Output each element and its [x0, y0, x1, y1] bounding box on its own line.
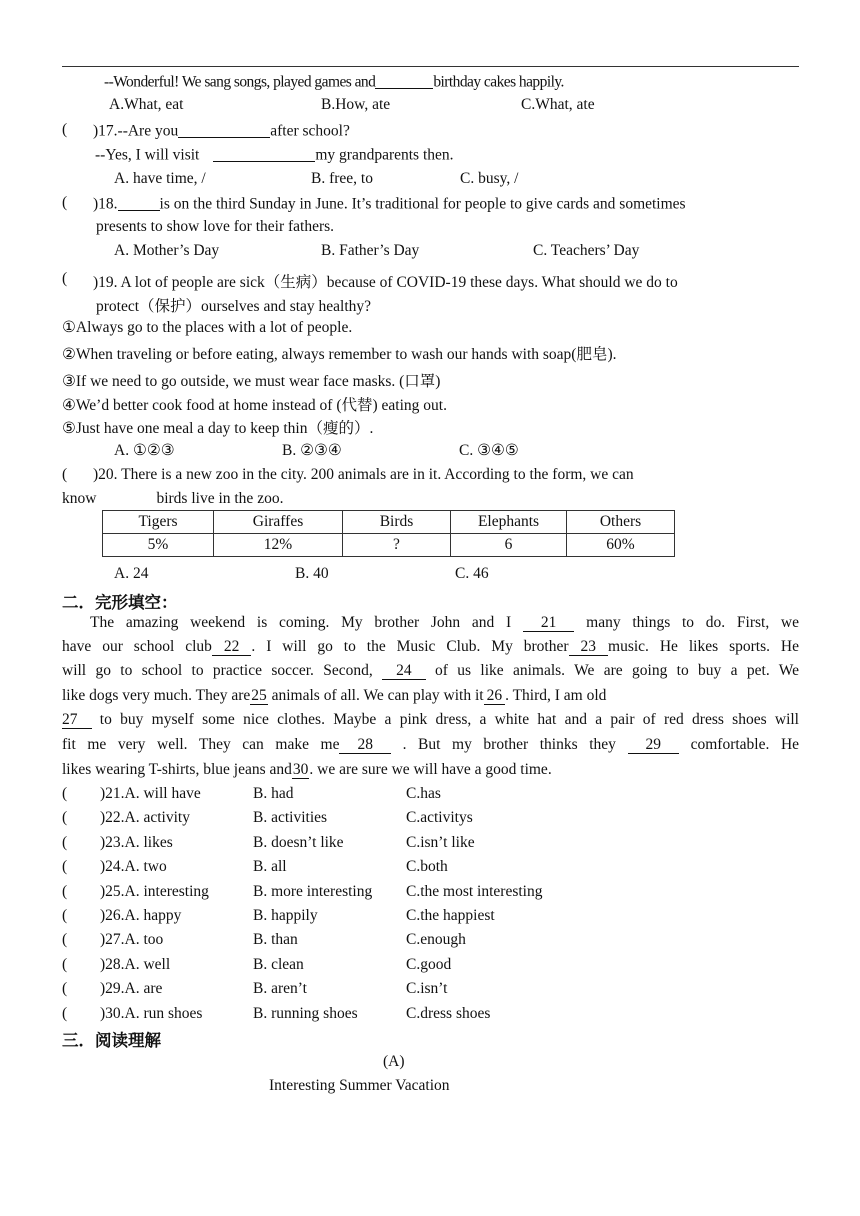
q17-stem: )17.--Are you after school?	[93, 122, 350, 140]
answer-paren[interactable]: (	[62, 858, 68, 875]
passage-title: Interesting Summer Vacation	[269, 1077, 450, 1094]
option-b: B. than	[253, 931, 298, 948]
blank-23[interactable]: 23	[569, 638, 609, 656]
option-c: C.the happiest	[406, 907, 495, 924]
table-header-cell: Others	[567, 511, 675, 534]
cloze-line-5: 27 to buy myself some nice clothes. Maybe a pink dress, a white hat and a pair of red dress shoes will	[62, 711, 799, 728]
q17-option-b: B. free, to	[311, 170, 373, 187]
blank-22[interactable]: 22	[212, 638, 252, 656]
answer-paren[interactable]: (	[62, 834, 68, 851]
option-c: C.both	[406, 858, 448, 875]
answer-blank[interactable]	[118, 194, 160, 211]
table-cell: 60%	[567, 534, 675, 557]
q16-option-a: A.What, eat	[109, 96, 184, 113]
table-header-cell: Elephants	[451, 511, 567, 534]
q20-stem: )20. There is a new zoo in the city. 200 animals are in it. According to the form, we can	[93, 466, 634, 483]
q18-option-b: B. Father’s Day	[321, 242, 420, 259]
option-b: B. clean	[253, 956, 304, 973]
option-b: B. had	[253, 785, 294, 802]
blank-30[interactable]: 30	[292, 761, 309, 778]
q19-paren[interactable]: (	[62, 270, 68, 287]
option-b: B. running shoes	[253, 1005, 358, 1022]
passage-label: (A)	[383, 1053, 405, 1070]
answer-paren[interactable]: (	[62, 907, 68, 924]
option-a: )23.A. likes	[100, 834, 173, 851]
blank-25[interactable]: 25	[251, 687, 267, 704]
q20-option-b: B. 40	[295, 565, 329, 582]
option-c: C.enough	[406, 931, 466, 948]
q20-option-a: A. 24	[114, 565, 149, 582]
zoo-animal-table	[102, 510, 675, 557]
answer-blank[interactable]	[213, 145, 315, 162]
blank-21[interactable]: 21	[523, 614, 575, 632]
q18-paren[interactable]: (	[62, 194, 68, 211]
table-header-cell: Giraffes	[214, 511, 343, 534]
blank-29[interactable]: 29	[628, 736, 680, 754]
q19-stem: )19. A lot of people are sick（生病）because of COVID-19 these days. What should we do to	[93, 274, 678, 291]
q17-option-c: C. busy, /	[460, 170, 519, 187]
cloze-line-7: likes wearing T-shirts, blue jeans and30. we are sure we will have a good time.	[62, 761, 552, 778]
option-b: B. all	[253, 858, 287, 875]
cloze-line-3: will go to school to practice soccer. Second, 24 of us like animals. We are going to buy a pet. We	[62, 662, 800, 679]
q20-paren[interactable]: (	[62, 466, 68, 483]
table-cell: 6	[451, 534, 567, 557]
q19-option-a: A. ①②③	[114, 442, 175, 459]
q19-item-4: ④We’d better cook food at home instead of (代替) eating out.	[62, 397, 447, 414]
q16-option-b: B.How, ate	[321, 96, 391, 113]
answer-blank[interactable]	[375, 72, 433, 89]
option-c: C.activitys	[406, 809, 473, 826]
answer-paren[interactable]: (	[62, 883, 68, 900]
option-a: )28.A. well	[100, 956, 171, 973]
option-a: )25.A. interesting	[100, 883, 209, 900]
option-a: )29.A. are	[100, 980, 163, 997]
q17-paren[interactable]: (	[62, 121, 68, 138]
top-rule	[62, 66, 799, 67]
section-3-heading: 三．阅读理解	[62, 1031, 161, 1050]
q19-stem-2: protect（保护）ourselves and stay healthy?	[96, 298, 372, 315]
q20-stem-2: know birds live in the zoo.	[62, 490, 284, 507]
option-b: B. activities	[253, 809, 328, 826]
q18-stem: )18. is on the third Sunday in June. It’s traditional for people to give cards and sometimes	[93, 195, 686, 213]
q16-option-c: C.What, ate	[521, 96, 595, 113]
q16-line: --Wonderful! We sang songs, played games and birthday cakes happily.	[104, 73, 564, 91]
blank-26[interactable]: 26	[484, 687, 506, 705]
option-c: C.dress shoes	[406, 1005, 491, 1022]
cloze-line-4: like dogs very much. They are25 animals of all. We can play with it 26 . Third, I am old	[62, 687, 607, 704]
option-c: C.good	[406, 956, 452, 973]
q20-option-c: C. 46	[455, 565, 489, 582]
option-a: )27.A. too	[100, 931, 164, 948]
option-b: B. happily	[253, 907, 318, 924]
section-2-heading: 二．完形填空：	[62, 593, 178, 612]
option-b: B. more interesting	[253, 883, 373, 900]
answer-paren[interactable]: (	[62, 1005, 68, 1022]
answer-paren[interactable]: (	[62, 956, 68, 973]
table-cell: 5%	[103, 534, 214, 557]
option-a: )22.A. activity	[100, 809, 190, 826]
table-cell: ?	[343, 534, 451, 557]
answer-blank[interactable]	[178, 121, 270, 138]
blank-28[interactable]: 28	[339, 736, 391, 754]
option-a: )26.A. happy	[100, 907, 182, 924]
option-b: B. aren’t	[253, 980, 307, 997]
option-a: )24.A. two	[100, 858, 167, 875]
table-row	[103, 534, 675, 557]
table-header-cell: Tigers	[103, 511, 214, 534]
q19-item-1: ①Always go to the places with a lot of people.	[62, 319, 353, 336]
table-header-row	[103, 511, 675, 534]
q17-option-a: A. have time, /	[114, 170, 206, 187]
q18-option-c: C. Teachers’ Day	[533, 242, 640, 259]
q19-item-5: ⑤Just have one meal a day to keep thin（瘦的）.	[62, 420, 374, 437]
cloze-line-2: have our school club 22 . I will go to the Music Club. My brother 23 music. He likes sports. He	[62, 638, 800, 655]
answer-paren[interactable]: (	[62, 931, 68, 948]
answer-paren[interactable]: (	[62, 785, 68, 802]
q18-stem-2: presents to show love for their fathers.	[96, 218, 335, 235]
table-cell: 12%	[214, 534, 343, 557]
option-c: C.has	[406, 785, 441, 802]
answer-paren[interactable]: (	[62, 980, 68, 997]
option-c: C.isn’t	[406, 980, 448, 997]
q19-item-2: ②When traveling or before eating, always remember to wash our hands with soap(肥皂).	[62, 346, 617, 363]
option-a: )21.A. will have	[100, 785, 201, 802]
q19-item-3: ③If we need to go outside, we must wear face masks. (口罩)	[62, 373, 441, 390]
q17-reply: --Yes, I will visit my grandparents then.	[95, 146, 454, 164]
q18-option-a: A. Mother’s Day	[114, 242, 220, 259]
blank-27[interactable]: 27	[62, 711, 92, 729]
answer-paren[interactable]: (	[62, 809, 68, 826]
blank-24[interactable]: 24	[382, 662, 426, 680]
option-a: )30.A. run shoes	[100, 1005, 203, 1022]
cloze-line-1: The amazing weekend is coming. My brother John and I 21 many things to do. First, we	[90, 614, 800, 631]
option-b: B. doesn’t like	[253, 834, 344, 851]
q19-option-b: B. ②③④	[282, 442, 342, 459]
table-header-cell: Birds	[343, 511, 451, 534]
q19-option-c: C. ③④⑤	[459, 442, 519, 459]
option-c: C.isn’t like	[406, 834, 475, 851]
option-c: C.the most interesting	[406, 883, 543, 900]
cloze-line-6: fit me very well. They can make me 28 . But my brother thinks they 29 comfortable. He	[62, 736, 800, 753]
